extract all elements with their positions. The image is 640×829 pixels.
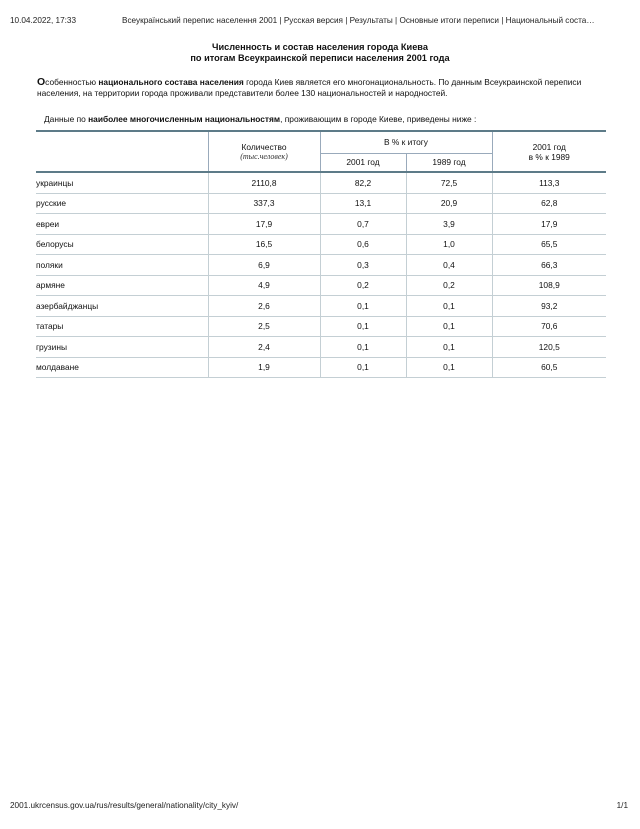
intro-text-2: города Киев является его многонациональность. По данным Всеукраинской переписи населения, на территории города проживали представители более 130 национальностей и народностей. — [37, 77, 582, 98]
cell-nationality: русские — [36, 193, 208, 214]
cell-quantity: 2,4 — [208, 337, 320, 358]
cell-nationality: азербайджанцы — [36, 296, 208, 317]
print-header — [10, 16, 630, 25]
cell-ratio: 70,6 — [492, 316, 606, 337]
nationality-table — [36, 130, 606, 378]
cell-nationality: белорусы — [36, 234, 208, 255]
cell-quantity: 2,6 — [208, 296, 320, 317]
header-quantity — [208, 131, 320, 172]
print-datetime: 10.04.2022, 17:33 — [10, 16, 77, 25]
cell-share-2001: 0,7 — [320, 214, 406, 235]
header-ratio — [492, 131, 606, 172]
cell-nationality: украинцы — [36, 172, 208, 193]
cell-share-1989: 0,4 — [406, 255, 492, 276]
intro-paragraph — [37, 77, 597, 98]
cell-nationality: татары — [36, 316, 208, 337]
cell-nationality: евреи — [36, 214, 208, 235]
print-footer — [10, 801, 630, 810]
cell-quantity: 17,9 — [208, 214, 320, 235]
cell-nationality: молдаване — [36, 357, 208, 378]
header-ratio-line-2: в % к 1989 — [528, 151, 570, 162]
page-title — [0, 42, 640, 64]
lead-text-2: , проживающим в городе Киеве, приведены ниже : — [280, 114, 477, 124]
cell-share-1989: 0,1 — [406, 316, 492, 337]
cell-ratio: 93,2 — [492, 296, 606, 317]
print-breadcrumb: Всеукраїнський перепис населення 2001 | Русская версия | Результаты | Основные итоги переписи | Национальный соста… — [122, 16, 595, 25]
cell-share-2001: 0,2 — [320, 275, 406, 296]
cell-nationality: поляки — [36, 255, 208, 276]
cell-ratio: 65,5 — [492, 234, 606, 255]
intro-bold: национального состава населения — [98, 77, 244, 87]
cell-quantity: 2,5 — [208, 316, 320, 337]
header-2001: 2001 год — [320, 153, 406, 172]
header-quantity-unit: (тыс.человек) — [240, 152, 288, 161]
table-row — [36, 357, 606, 378]
cell-share-2001: 82,2 — [320, 172, 406, 193]
cell-share-1989: 1,0 — [406, 234, 492, 255]
cell-ratio: 62,8 — [492, 193, 606, 214]
table-row — [36, 337, 606, 358]
table-row — [36, 275, 606, 296]
table-row — [36, 234, 606, 255]
cell-share-1989: 0,2 — [406, 275, 492, 296]
cell-share-1989: 72,5 — [406, 172, 492, 193]
title-line-1: Численность и состав населения города Киева — [212, 42, 428, 52]
cell-share-2001: 0,1 — [320, 357, 406, 378]
cell-share-1989: 20,9 — [406, 193, 492, 214]
lead-bold: наиболее многочисленным национальностям — [88, 114, 281, 124]
table-body — [36, 172, 606, 378]
title-line-2: по итогам Всеукраинской переписи населения 2001 года — [190, 53, 450, 63]
cell-share-1989: 0,1 — [406, 357, 492, 378]
cell-quantity: 2110,8 — [208, 172, 320, 193]
cell-quantity: 4,9 — [208, 275, 320, 296]
table-lead-text — [44, 114, 604, 124]
cell-ratio: 60,5 — [492, 357, 606, 378]
header-name-empty — [36, 131, 208, 172]
table-row — [36, 296, 606, 317]
cell-share-2001: 0,1 — [320, 316, 406, 337]
cell-share-2001: 0,1 — [320, 296, 406, 317]
cell-quantity: 1,9 — [208, 357, 320, 378]
cell-share-2001: 0,1 — [320, 337, 406, 358]
cell-ratio: 120,5 — [492, 337, 606, 358]
header-share: В % к итогу — [320, 131, 492, 153]
cell-ratio: 17,9 — [492, 214, 606, 235]
cell-share-2001: 0,6 — [320, 234, 406, 255]
cell-nationality: грузины — [36, 337, 208, 358]
cell-quantity: 6,9 — [208, 255, 320, 276]
intro-lead-letter: О — [37, 76, 46, 88]
table-row — [36, 316, 606, 337]
print-url: 2001.ukrcensus.gov.ua/rus/results/general/nationality/city_kyiv/ — [10, 801, 239, 810]
cell-quantity: 337,3 — [208, 193, 320, 214]
cell-share-1989: 0,1 — [406, 337, 492, 358]
cell-ratio: 66,3 — [492, 255, 606, 276]
cell-ratio: 113,3 — [492, 172, 606, 193]
cell-quantity: 16,5 — [208, 234, 320, 255]
header-quantity-label: Количество — [241, 142, 287, 152]
cell-share-1989: 3,9 — [406, 214, 492, 235]
table-row — [36, 214, 606, 235]
table-row — [36, 172, 606, 193]
lead-text-1: Данные по — [44, 114, 89, 124]
header-ratio-line-1: 2001 год — [532, 141, 566, 152]
cell-share-1989: 0,1 — [406, 296, 492, 317]
cell-share-2001: 13,1 — [320, 193, 406, 214]
intro-text-1: собенностью — [45, 77, 99, 87]
print-page-number: 1/1 — [616, 801, 628, 810]
table-row — [36, 193, 606, 214]
cell-nationality: армяне — [36, 275, 208, 296]
cell-ratio: 108,9 — [492, 275, 606, 296]
cell-share-2001: 0,3 — [320, 255, 406, 276]
table-row — [36, 255, 606, 276]
header-1989: 1989 год — [406, 153, 492, 172]
